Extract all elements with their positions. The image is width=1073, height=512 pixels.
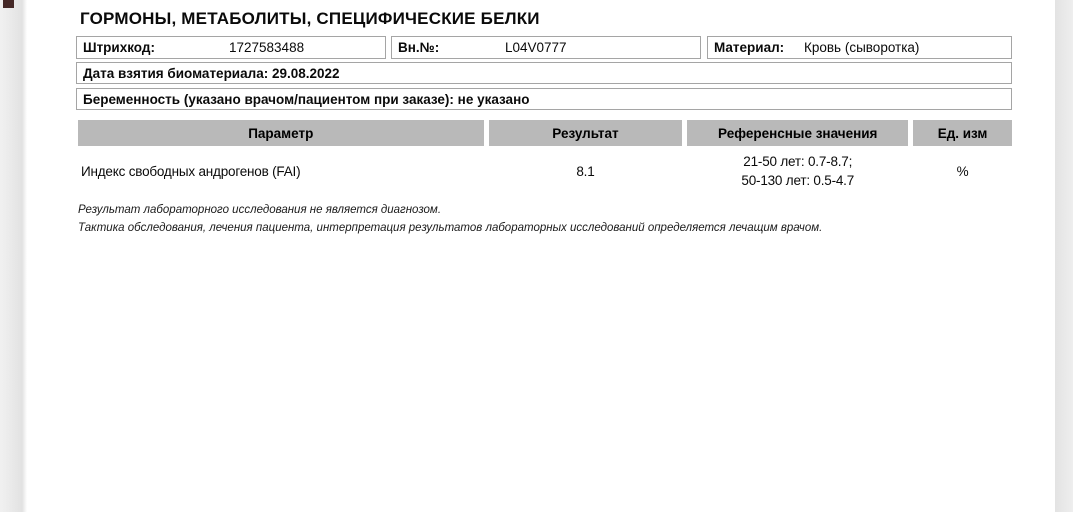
barcode-label: Штрихкод:: [83, 40, 155, 55]
pregnancy-box: [76, 88, 1012, 110]
header-unit: Ед. изм: [913, 120, 1012, 146]
material-value: Кровь (сыворотка): [804, 40, 920, 55]
results-table-header: [78, 120, 1012, 146]
report-section-title: ГОРМОНЫ, МЕТАБОЛИТЫ, СПЕЦИФИЧЕСКИЕ БЕЛКИ: [80, 9, 540, 28]
barcode-box: [76, 36, 386, 59]
reference-line-2: 50-130 лет: 0.5-4.7: [741, 173, 855, 188]
barcode-value: 1727583488: [229, 40, 305, 55]
page-right-edge-shadow: [1055, 0, 1073, 512]
cell-reference-values: [687, 148, 908, 194]
footnote-line-2: Тактика обследования, лечения пациента, интерпретация результатов лабораторных исследований определяется лечащим врачом.: [78, 222, 823, 234]
header-result: Результат: [489, 120, 683, 146]
cell-result: 8.1: [576, 163, 595, 179]
internal-number-label: Вн.№:: [398, 40, 440, 55]
material-box: [707, 36, 1012, 59]
top-left-corner-mark: [3, 0, 14, 8]
sample-date-box: [76, 62, 1012, 84]
specimen-info-row: [76, 36, 1012, 59]
sample-date-text: Дата взятия биоматериала: 29.08.2022: [83, 66, 340, 81]
internal-number-box: [391, 36, 701, 59]
material-label: Материал:: [714, 40, 785, 55]
disclaimer-footnotes: [78, 201, 822, 237]
header-parameter: Параметр: [78, 120, 484, 146]
page-left-edge-shadow: [0, 0, 27, 512]
internal-number-value: L04V0777: [505, 40, 567, 55]
table-row: [78, 148, 1012, 194]
cell-parameter: Индекс свободных андрогенов (FAI): [81, 163, 301, 179]
pregnancy-text: Беременность (указано врачом/пациентом при заказе): не указано: [83, 92, 530, 107]
header-reference-values: Референсные значения: [687, 120, 908, 146]
cell-unit: %: [956, 163, 969, 179]
reference-line-1: 21-50 лет: 0.7-8.7;: [743, 154, 853, 169]
footnote-line-1: Результат лабораторного исследования не является диагнозом.: [78, 204, 442, 216]
